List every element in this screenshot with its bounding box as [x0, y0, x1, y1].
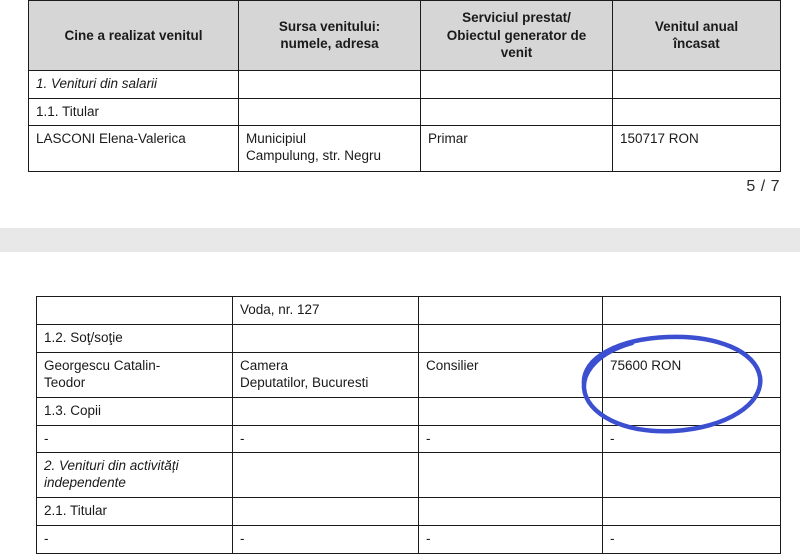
cell-income-source [233, 352, 419, 397]
subsection-title-cell: 2.1. Titular [37, 498, 233, 526]
table-row [37, 453, 781, 498]
page-number: 5 / 7 [746, 178, 780, 195]
cell-dash: - [419, 526, 603, 554]
table-row [37, 397, 781, 425]
cell-annual-income: 150717 RON [613, 126, 781, 172]
income-table-bottom [36, 296, 781, 554]
cell-empty [603, 325, 781, 353]
table-row [37, 325, 781, 353]
cell-empty [419, 498, 603, 526]
header-line: Venitul anual [654, 18, 739, 34]
page-separator-band [0, 228, 800, 252]
cell-address-continuation: Voda, nr. 127 [233, 297, 419, 325]
cell-line: Teodor [44, 374, 86, 390]
cell-person-name [37, 352, 233, 397]
table-row [37, 297, 781, 325]
cell-line: Camera [240, 357, 289, 373]
section-empty-cell [233, 453, 419, 498]
table-row [37, 425, 781, 453]
cell-line: Municipiul [246, 131, 307, 147]
cell-person-name: LASCONI Elena-Valerica [29, 126, 239, 172]
header-line: Serviciul prestat/ [462, 10, 571, 25]
cell-dash: - [233, 425, 419, 453]
cell-empty [233, 325, 419, 353]
cell-empty [419, 325, 603, 353]
header-line: venit [500, 45, 533, 61]
cell-dash: - [603, 526, 781, 554]
section-empty-cell [421, 70, 613, 98]
cell-empty [233, 498, 419, 526]
header-line: încasat [673, 36, 720, 52]
cell-income-source [239, 126, 421, 172]
header-line: Cine a realizat venitul [64, 27, 203, 43]
table-header-row [29, 1, 781, 71]
cell-empty [419, 397, 603, 425]
section-empty-cell [613, 70, 781, 98]
subsection-title-cell: 1.3. Copii [37, 397, 233, 425]
section-empty-cell [603, 453, 781, 498]
cell-dash: - [37, 425, 233, 453]
cell-empty [419, 297, 603, 325]
cell-empty [613, 98, 781, 126]
cell-empty [233, 397, 419, 425]
cell-line: Georgescu Catalin- [44, 357, 161, 373]
cell-empty [603, 498, 781, 526]
section-empty-cell [239, 70, 421, 98]
section-title-cell: 1. Venituri din salarii [29, 70, 239, 98]
table-row [37, 352, 781, 397]
cell-service: Consilier [419, 352, 603, 397]
column-header-source [239, 1, 421, 71]
section-empty-cell [419, 453, 603, 498]
section-title-cell: 2. Venituri din activități independente [37, 453, 233, 498]
table-row [29, 98, 781, 126]
column-header-service [421, 1, 613, 71]
header-line: Obiectul generator de [446, 27, 587, 43]
table-row [29, 126, 781, 172]
cell-annual-income-highlighted: 75600 RON [603, 352, 781, 397]
table-row [37, 526, 781, 554]
cell-line: Campulung, str. Negru [246, 148, 382, 164]
cell-empty [421, 98, 613, 126]
cell-empty [239, 98, 421, 126]
cell-dash: - [233, 526, 419, 554]
subsection-title-cell: 1.2. Soţ/soţie [37, 325, 233, 353]
income-table-top [28, 0, 781, 172]
cell-empty [603, 397, 781, 425]
column-header-who [29, 1, 239, 71]
header-line: numele, adresa [280, 36, 379, 52]
cell-dash: - [419, 425, 603, 453]
column-header-annual-income [613, 1, 781, 71]
cell-dash: - [603, 425, 781, 453]
cell-dash: - [37, 526, 233, 554]
cell-empty [37, 297, 233, 325]
table-row [37, 498, 781, 526]
cell-empty [603, 297, 781, 325]
table-row [29, 70, 781, 98]
cell-line: Deputatilor, Bucuresti [240, 374, 369, 390]
subsection-title-cell: 1.1. Titular [29, 98, 239, 126]
header-line: Sursa venitului: [278, 18, 381, 34]
cell-service: Primar [421, 126, 613, 172]
